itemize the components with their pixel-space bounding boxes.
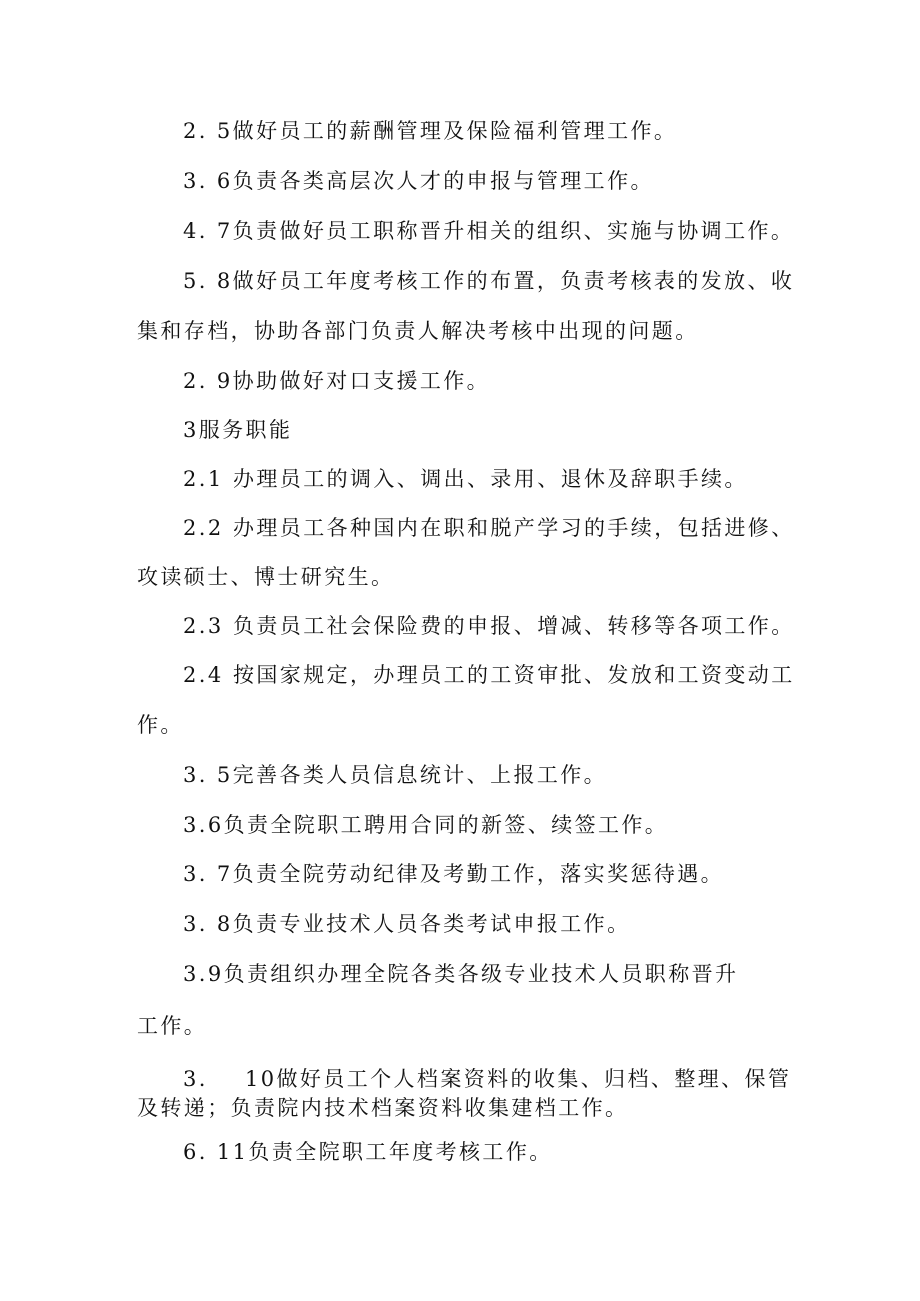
paragraph-3-8: 3. 8负责专业技术人员各类考试申报工作。 (183, 912, 631, 936)
paragraph-3-9-line-2: 工作。 (137, 1014, 208, 1038)
item-text: 办理员工各种国内在职和脱产学习的手续，包括进修、 (233, 516, 795, 540)
paragraph-3-10-line-1 (183, 1065, 791, 1093)
paragraph-3-7: 3. 7负责全院劳动纪律及考勤工作，落实奖惩待遇。 (183, 862, 725, 886)
paragraph-4-7: 4. 7负责做好员工职称晋升相关的组织、实施与协调工作。 (183, 219, 795, 243)
paragraph-3-6b: 3.6负责全院职工聘用合同的新签、续签工作。 (183, 813, 669, 837)
paragraph-3-10-line-2: 及转递；负责院内技术档案资料收集建档工作。 (137, 1096, 629, 1120)
item-text: 负责员工社会保险费的申报、增减、转移等各项工作。 (233, 614, 795, 638)
paragraph-5-8-line-2: 集和存档，协助各部门负责人解决考核中出现的问题。 (137, 319, 699, 343)
paragraph-3-5: 3. 5完善各类人员信息统计、上报工作。 (183, 763, 608, 787)
paragraph-5-8-line-1: 5. 8做好员工年度考核工作的布置，负责考核表的发放、收 (183, 269, 795, 293)
item-number: 2.4 (183, 663, 224, 687)
paragraph-2-2-line-1 (183, 514, 795, 542)
item-text: 10做好员工个人档案资料的收集、归档、整理、保管 (245, 1067, 792, 1091)
paragraph-2-4-line-1 (183, 661, 795, 689)
item-text: 按国家规定，办理员工的工资审批、发放和工资变动工 (233, 663, 795, 687)
section-heading-service: 3服务职能 (183, 418, 293, 442)
item-number: 2.3 (183, 614, 224, 638)
item-number: 2.2 (183, 516, 224, 540)
paragraph-3-9-line-1: 3.9负责组织办理全院各类各级专业技术人员职称晋升 (183, 962, 739, 986)
paragraph-6-11: 6. 11负责全院职工年度考核工作。 (183, 1140, 553, 1164)
item-number: 2.1 (183, 467, 224, 491)
paragraph-2-5: 2. 5做好员工的薪酬管理及保险福利管理工作。 (183, 119, 678, 143)
paragraph-2-9: 2. 9协助做好对口支援工作。 (183, 369, 491, 393)
item-text: 办理员工的调入、调出、录用、退休及辞职手续。 (233, 467, 748, 491)
paragraph-2-3 (183, 612, 795, 640)
paragraph-2-4-line-2: 作。 (137, 713, 184, 737)
paragraph-2-2-line-2: 攻读硕士、博士研究生。 (137, 565, 395, 589)
paragraph-2-1 (183, 465, 748, 493)
item-number: 3. (183, 1067, 208, 1091)
paragraph-3-6: 3. 6负责各类高层次人才的申报与管理工作。 (183, 169, 654, 193)
